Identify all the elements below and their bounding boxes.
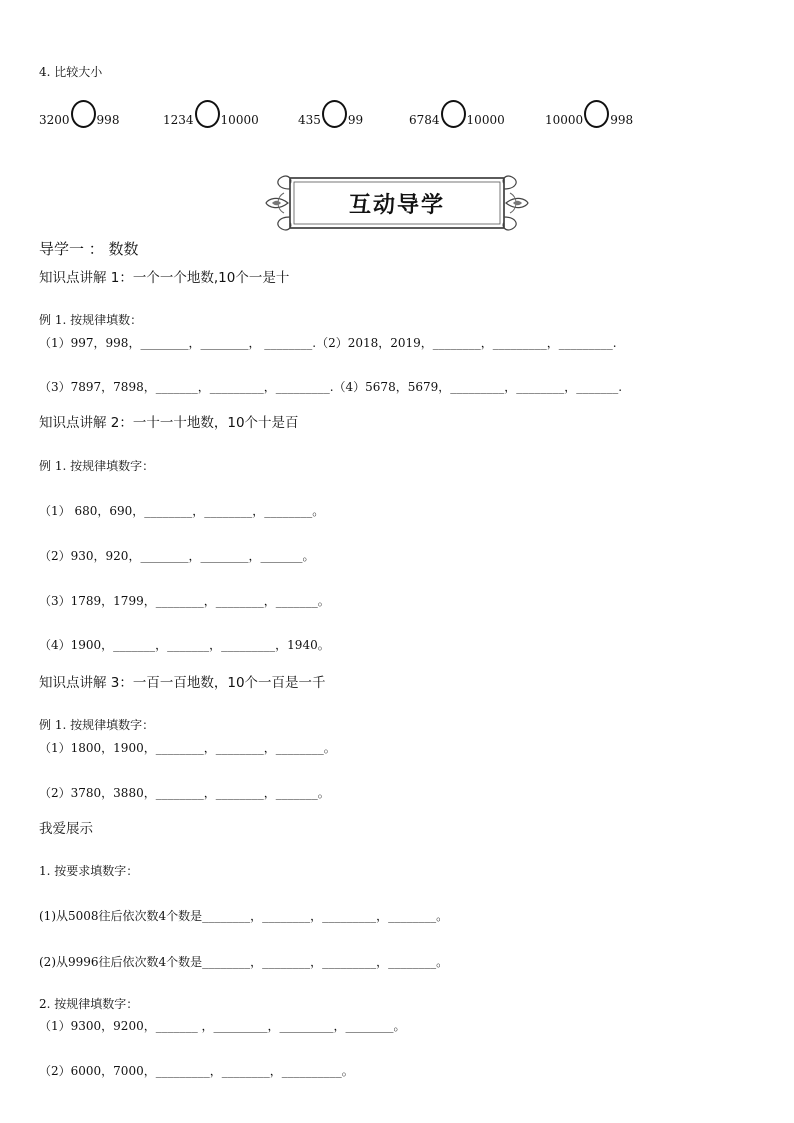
compare-heading: 4. 比较大小 <box>39 65 103 79</box>
show-q2-item: （1）9300，9200，_______ ，_________，_________，________。 <box>39 1019 406 1033</box>
compare-left-value: 435 <box>298 113 321 127</box>
kp2-example-title: 例 1. 按规律填数字： <box>39 459 155 473</box>
compare-item-4 <box>409 96 505 128</box>
knowledge-point-2-title: 知识点讲解 2：一十一十地数，10个十是百 <box>39 415 299 431</box>
compare-right-value: 998 <box>96 113 120 127</box>
show-q2-title: 2. 按规律填数字： <box>39 997 139 1011</box>
compare-circle[interactable] <box>322 100 347 128</box>
show-q1-item: (2)从9996往后依次数4个数是________，________，_________，________。 <box>39 955 449 969</box>
knowledge-point-3-title: 知识点讲解 3：一百一百地数，10个一百是一千 <box>39 675 326 691</box>
kp2-exercise-item: （3）1789，1799，________，________，_______。 <box>39 594 330 608</box>
banner-title: 互动导学 <box>348 191 445 218</box>
kp2-exercise-item: （4）1900，_______，_______，_________，1940。 <box>39 638 330 652</box>
kp2-exercise-item: （2）930，920，________，________，_______。 <box>39 549 315 563</box>
compare-circle[interactable] <box>71 100 96 128</box>
kp2-exercise-item: （1） 680，690，________，________，________。 <box>39 504 325 518</box>
compare-circle[interactable] <box>195 100 220 128</box>
show-q2-item: （2）6000，7000，_________，________，__________。 <box>39 1064 354 1078</box>
kp1-example-title: 例 1. 按规律填数： <box>39 313 143 327</box>
kp3-exercise-item: （2）3780，3880，________，________，_______。 <box>39 786 330 800</box>
section-banner <box>262 171 532 235</box>
compare-right-value: 99 <box>347 113 364 127</box>
compare-circle[interactable] <box>441 100 466 128</box>
compare-left-value: 10000 <box>545 113 584 127</box>
compare-item-1 <box>39 96 119 128</box>
compare-left-value: 1234 <box>163 113 194 127</box>
kp1-exercise-line: （1）997，998，________，________， ________.（2）2018，2019，________，_________，_________. <box>39 336 617 350</box>
show-q1-title: 1. 按要求填数字： <box>39 864 139 878</box>
compare-left-value: 3200 <box>39 113 70 127</box>
compare-item-3 <box>298 96 363 128</box>
compare-right-value: 10000 <box>220 113 259 127</box>
kp3-exercise-item: （1）1800，1900，________，________，________。 <box>39 741 336 755</box>
kp1-exercise-line: （3）7897，7898，_______，_________，_________.（4）5678，5679，_________，________，_______. <box>39 380 623 394</box>
show-section-title: 我爱展示 <box>39 821 93 837</box>
compare-right-value: 10000 <box>466 113 505 127</box>
compare-item-5 <box>545 96 633 128</box>
compare-right-value: 998 <box>610 113 634 127</box>
kp3-example-title: 例 1. 按规律填数字： <box>39 718 155 732</box>
compare-circle[interactable] <box>584 100 609 128</box>
section-title: 导学一 ： 数数 <box>39 240 139 258</box>
compare-left-value: 6784 <box>409 113 440 127</box>
knowledge-point-1-title: 知识点讲解 1：一个一个地数,10个一是十 <box>39 270 290 286</box>
compare-item-2 <box>163 96 259 128</box>
show-q1-item: (1)从5008往后依次数4个数是________，________，_________，________。 <box>39 909 449 923</box>
